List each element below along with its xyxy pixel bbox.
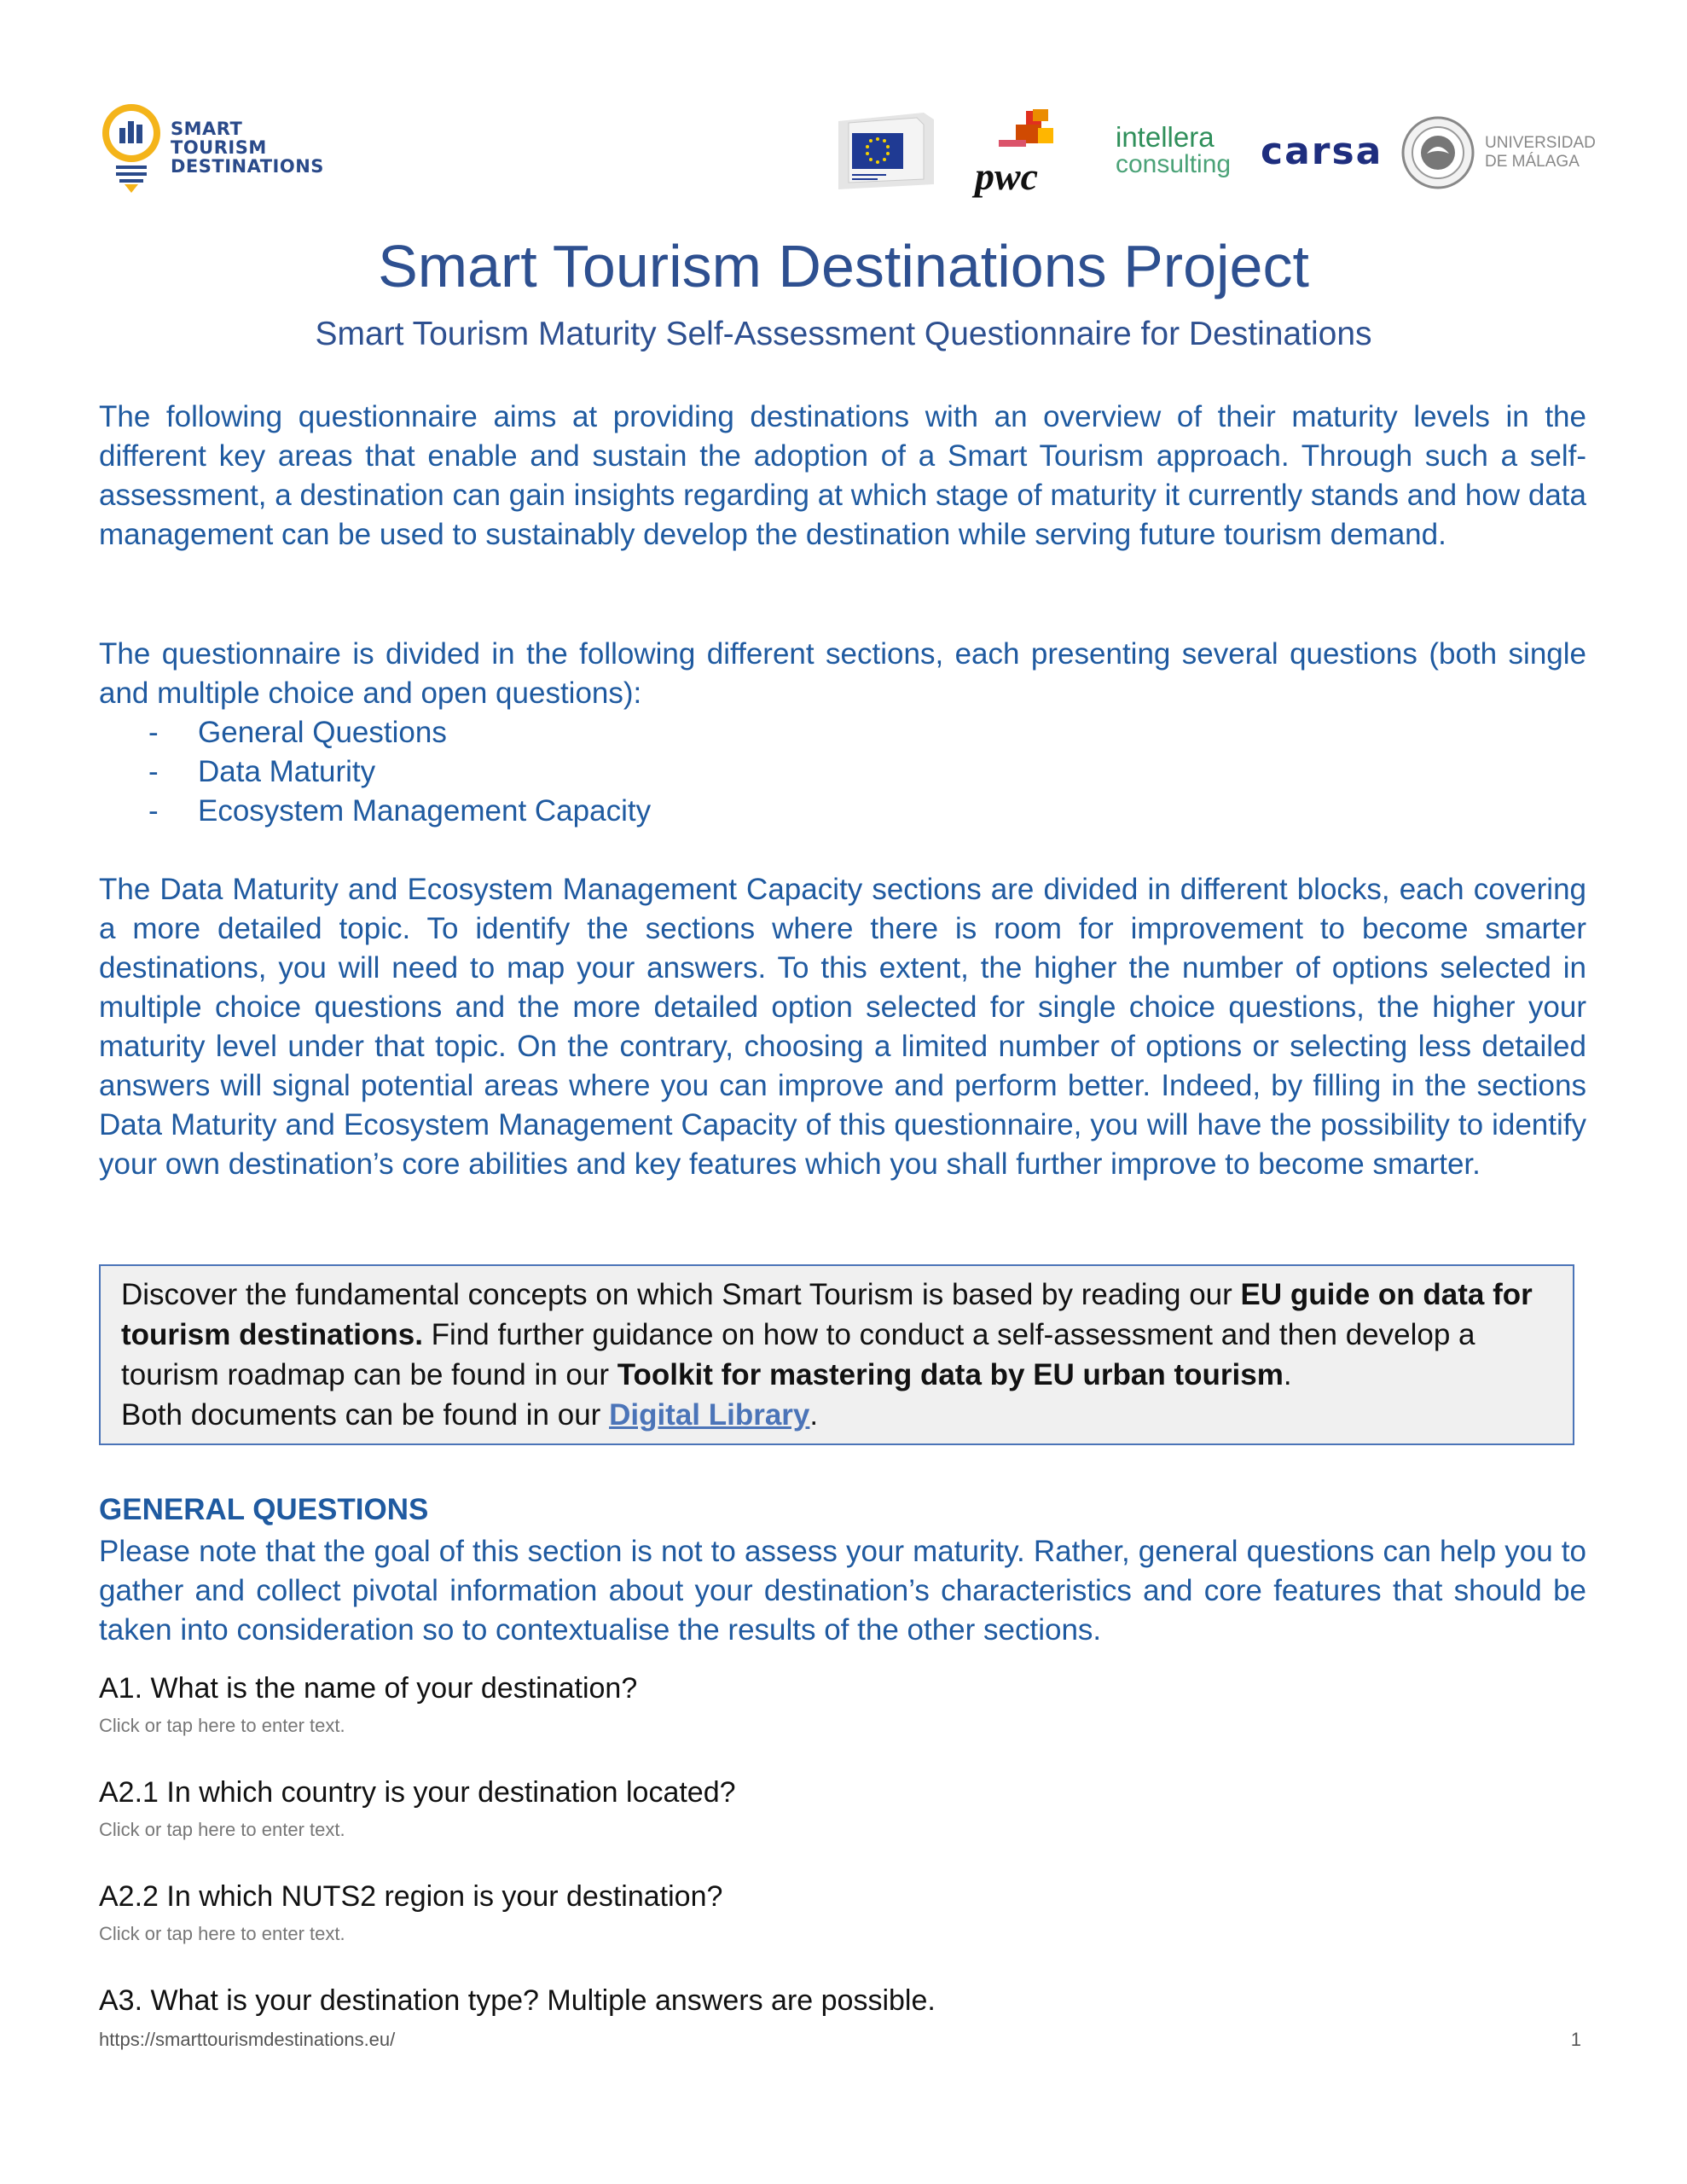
sections-intro-paragraph: The questionnaire is divided in the following different sections, each presenting several questions (both single and multiple choice and open questions):	[99, 637, 1586, 710]
blocks-paragraph: The Data Maturity and Ecosystem Management Capacity sections are divided in different blocks, each covering a more detailed topic. To identify the sections where there is room for improvement to become smarter destinations, you will need to map your answers. To this extent, the higher the number of options selected in multiple choice questions and the more detailed option selected for single choice questions, the higher your maturity level under that topic. On the contrary, choosing a limited number of options or selecting less detailed answers will signal potential areas where you can improve and perform better. Indeed, by filling in the sections Data Maturity and Ecosystem Management Capacity of this questionnaire, you will have the possibility to identify your own destination’s core abilities and key features which you shall further improve to become smarter.	[99, 873, 1586, 1181]
info-text: .	[1283, 1358, 1292, 1391]
sections-list	[145, 713, 651, 831]
digital-library-link[interactable]: Digital Library	[609, 1398, 810, 1432]
info-text: Both documents can be found in our	[121, 1398, 610, 1432]
page-title: Smart Tourism Destinations Project	[378, 233, 1309, 299]
lightbulb-icon	[101, 101, 162, 195]
info-text: Find further guidance on how to conduct a self-assessment and then develop a tourism roadmap can be found in our	[121, 1318, 1475, 1391]
logo-text-line3: DESTINATIONS	[171, 156, 324, 177]
footer-url: https://smarttourismdestinations.eu/	[99, 2029, 396, 2050]
universidad-de-malaga-logo	[1401, 116, 1596, 189]
consulting-wordmark: consulting	[1116, 150, 1232, 178]
question-a2-1: A2.1 In which country is your destination located?	[99, 1776, 736, 1809]
list-item: - Ecosystem Management Capacity	[145, 792, 651, 831]
intellera-wordmark: intellera	[1116, 121, 1215, 153]
resources-info-box	[99, 1264, 1574, 1445]
page-number: 1	[1570, 2029, 1581, 2050]
question-a2-2: A2.2 In which NUTS2 region is your destination?	[99, 1880, 723, 1913]
european-commission-logo	[832, 113, 942, 199]
page-subtitle: Smart Tourism Maturity Self-Assessment Questionnaire for Destinations	[315, 316, 1372, 352]
general-questions-heading: GENERAL QUESTIONS	[99, 1493, 429, 1526]
intro-paragraph: The following questionnaire aims at providing destinations with an overview of their maturity levels in the different key areas that enable and sustain the adoption of a Smart Tourism approach. Through such a self-assessment, a destination can gain insights regarding at which stage of maturity it currently stands and how data management can be used to sustainably develop the destination while serving future tourism demand.	[99, 400, 1586, 551]
partner-logos	[832, 109, 1596, 203]
university-seal-icon	[1401, 116, 1475, 189]
logo-text-line1: SMART	[171, 119, 243, 139]
toolkit-title: Toolkit for mastering data by EU urban tourism	[617, 1358, 1284, 1391]
a2-1-text-field[interactable]: Click or tap here to enter text.	[99, 1819, 345, 1840]
uma-text-line1: UNIVERSIDAD	[1485, 134, 1596, 152]
list-item: - General Questions	[145, 713, 651, 752]
info-text: .	[809, 1398, 819, 1432]
question-a1: A1. What is the name of your destination?	[99, 1672, 638, 1705]
carsa-logo: carsa	[1261, 130, 1383, 173]
a2-2-text-field[interactable]: Click or tap here to enter text.	[99, 1923, 345, 1944]
uma-text-line2: DE MÁLAGA	[1485, 153, 1580, 171]
pwc-wordmark: pwc	[975, 154, 1039, 198]
info-text: Discover the fundamental concepts on which Smart Tourism is based by reading our	[121, 1278, 1241, 1311]
general-questions-note: Please note that the goal of this section is not to assess your maturity. Rather, general questions can help you to gather and collect pivotal information about your destination’s characteristics and core features that should be taken into consideration so to contextualise the results of the other sections.	[99, 1535, 1586, 1647]
question-a3: A3. What is your destination type? Multiple answers are possible.	[99, 1984, 936, 2017]
logo-text-line2: TOURISM	[171, 137, 267, 158]
list-item: - Data Maturity	[145, 752, 651, 792]
a1-text-field[interactable]: Click or tap here to enter text.	[99, 1715, 345, 1736]
intellera-consulting-logo	[1116, 123, 1231, 177]
eu-guide-title: EU guide on data for tourism destinations.	[121, 1278, 1533, 1351]
smart-tourism-destinations-logo	[101, 101, 324, 195]
